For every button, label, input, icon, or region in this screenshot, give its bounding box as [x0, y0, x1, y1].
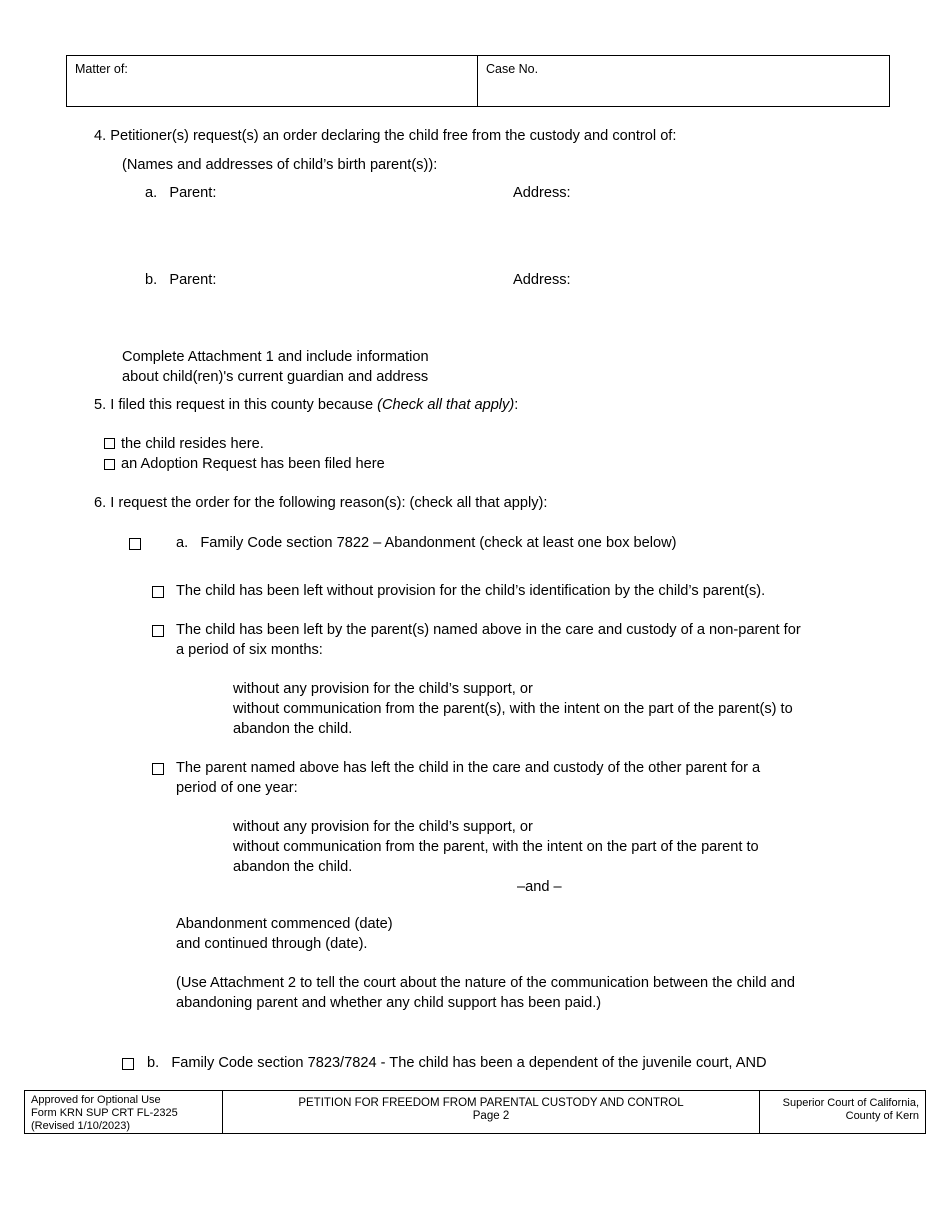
- item-6a-option-3-sub-3: abandon the child.: [233, 859, 353, 875]
- attachment-1-line-1: Complete Attachment 1 and include information: [122, 349, 429, 365]
- footer-court-line-2: County of Kern: [845, 1110, 919, 1122]
- checkbox-6a-option-1[interactable]: [152, 586, 164, 598]
- footer-form-line-1: Approved for Optional Use: [31, 1094, 161, 1106]
- checkbox-item-6a[interactable]: [129, 538, 141, 550]
- caption-case-cell: [478, 56, 889, 106]
- caption-matter-label: Matter of:: [75, 62, 128, 76]
- page-footer: [24, 1090, 926, 1134]
- item-6a-option-2-sub-1: without any provision for the child’s support, or: [233, 681, 533, 697]
- caption-matter-cell: [67, 56, 478, 106]
- footer-page-number: Page 2: [472, 1110, 510, 1122]
- attachment-2-line-2: abandoning parent and whether any child support has been paid.): [176, 995, 602, 1011]
- checkbox-6a-option-2[interactable]: [152, 625, 164, 637]
- footer-form-line-2: Form KRN SUP CRT FL-2325: [31, 1107, 178, 1119]
- attachment-2-line-1: (Use Attachment 2 to tell the court about the nature of the communication between the child and: [176, 975, 795, 991]
- footer-court-line-1: Superior Court of California,: [782, 1097, 919, 1109]
- parent-a-label: a. Parent:: [145, 185, 217, 201]
- checkbox-6a-option-3[interactable]: [152, 763, 164, 775]
- item-5-option-2-label: an Adoption Request has been filed here: [121, 456, 385, 472]
- abandonment-commenced-line-1: Abandonment commenced (date): [176, 916, 393, 932]
- item-6a-option-2-sub-2: without communication from the parent(s), with the intent on the part of the parent(s) to: [233, 701, 793, 717]
- item-6a-option-2-line-1: The child has been left by the parent(s) named above in the care and custody of a non-parent for: [176, 622, 801, 638]
- item-6a-option-3-line-1: The parent named above has left the child in the care and custody of the other parent for a: [176, 760, 761, 776]
- checkbox-item-6b[interactable]: [122, 1058, 134, 1070]
- item-4-text: 4. Petitioner(s) request(s) an order declaring the child free from the custody and control of:: [94, 128, 677, 144]
- and-divider: –and –: [517, 879, 562, 895]
- footer-form-info: [25, 1091, 223, 1133]
- item-6a-option-3-line-2: period of one year:: [176, 780, 298, 796]
- item-5-text: [94, 396, 518, 416]
- footer-title-line-1: PETITION FOR FREEDOM FROM PARENTAL CUSTODY AND CONTROL: [298, 1097, 684, 1109]
- footer-form-line-3: (Revised 1/10/2023): [31, 1120, 131, 1132]
- parent-b-label: b. Parent:: [145, 272, 217, 288]
- footer-title: [223, 1091, 760, 1133]
- parent-a-address-label: Address:: [513, 185, 571, 201]
- caption-table: [66, 55, 890, 107]
- parent-b-address-label: Address:: [513, 272, 571, 288]
- item-6a-label: a. Family Code section 7822 – Abandonment (check at least one box below): [176, 535, 677, 551]
- item-5-italic: (Check all that apply): [377, 397, 515, 413]
- item-5-colon: :: [514, 397, 519, 413]
- item-5-option-1-label: the child resides here.: [121, 436, 264, 452]
- checkbox-adoption-request-filed[interactable]: [104, 459, 115, 470]
- abandonment-commenced-line-2: and continued through (date).: [176, 936, 368, 952]
- footer-court-info: [760, 1091, 925, 1133]
- item-6a-option-3-sub-1: without any provision for the child’s support, or: [233, 819, 533, 835]
- checkbox-child-resides-here[interactable]: [104, 438, 115, 449]
- item-6a-option-3-sub-2: without communication from the parent, with the intent on the part of the parent to: [233, 839, 759, 855]
- item-6a-option-2-line-2: a period of six months:: [176, 642, 323, 658]
- attachment-1-line-2: about child(ren)'s current guardian and address: [122, 369, 429, 385]
- item-6a-option-2-sub-3: abandon the child.: [233, 721, 353, 737]
- item-6a-option-1-label: The child has been left without provision for the child’s identification by the child’s parent(s).: [176, 583, 766, 599]
- item-5-lead: 5. I filed this request in this county because: [94, 397, 378, 413]
- item-6b-label: b. Family Code section 7823/7824 - The child has been a dependent of the juvenile court, AND: [147, 1055, 767, 1071]
- item-6-text: 6. I request the order for the following reason(s): (check all that apply):: [94, 495, 548, 511]
- caption-case-label: Case No.: [486, 62, 539, 76]
- item-4-subtext: (Names and addresses of child’s birth parent(s)):: [122, 157, 438, 173]
